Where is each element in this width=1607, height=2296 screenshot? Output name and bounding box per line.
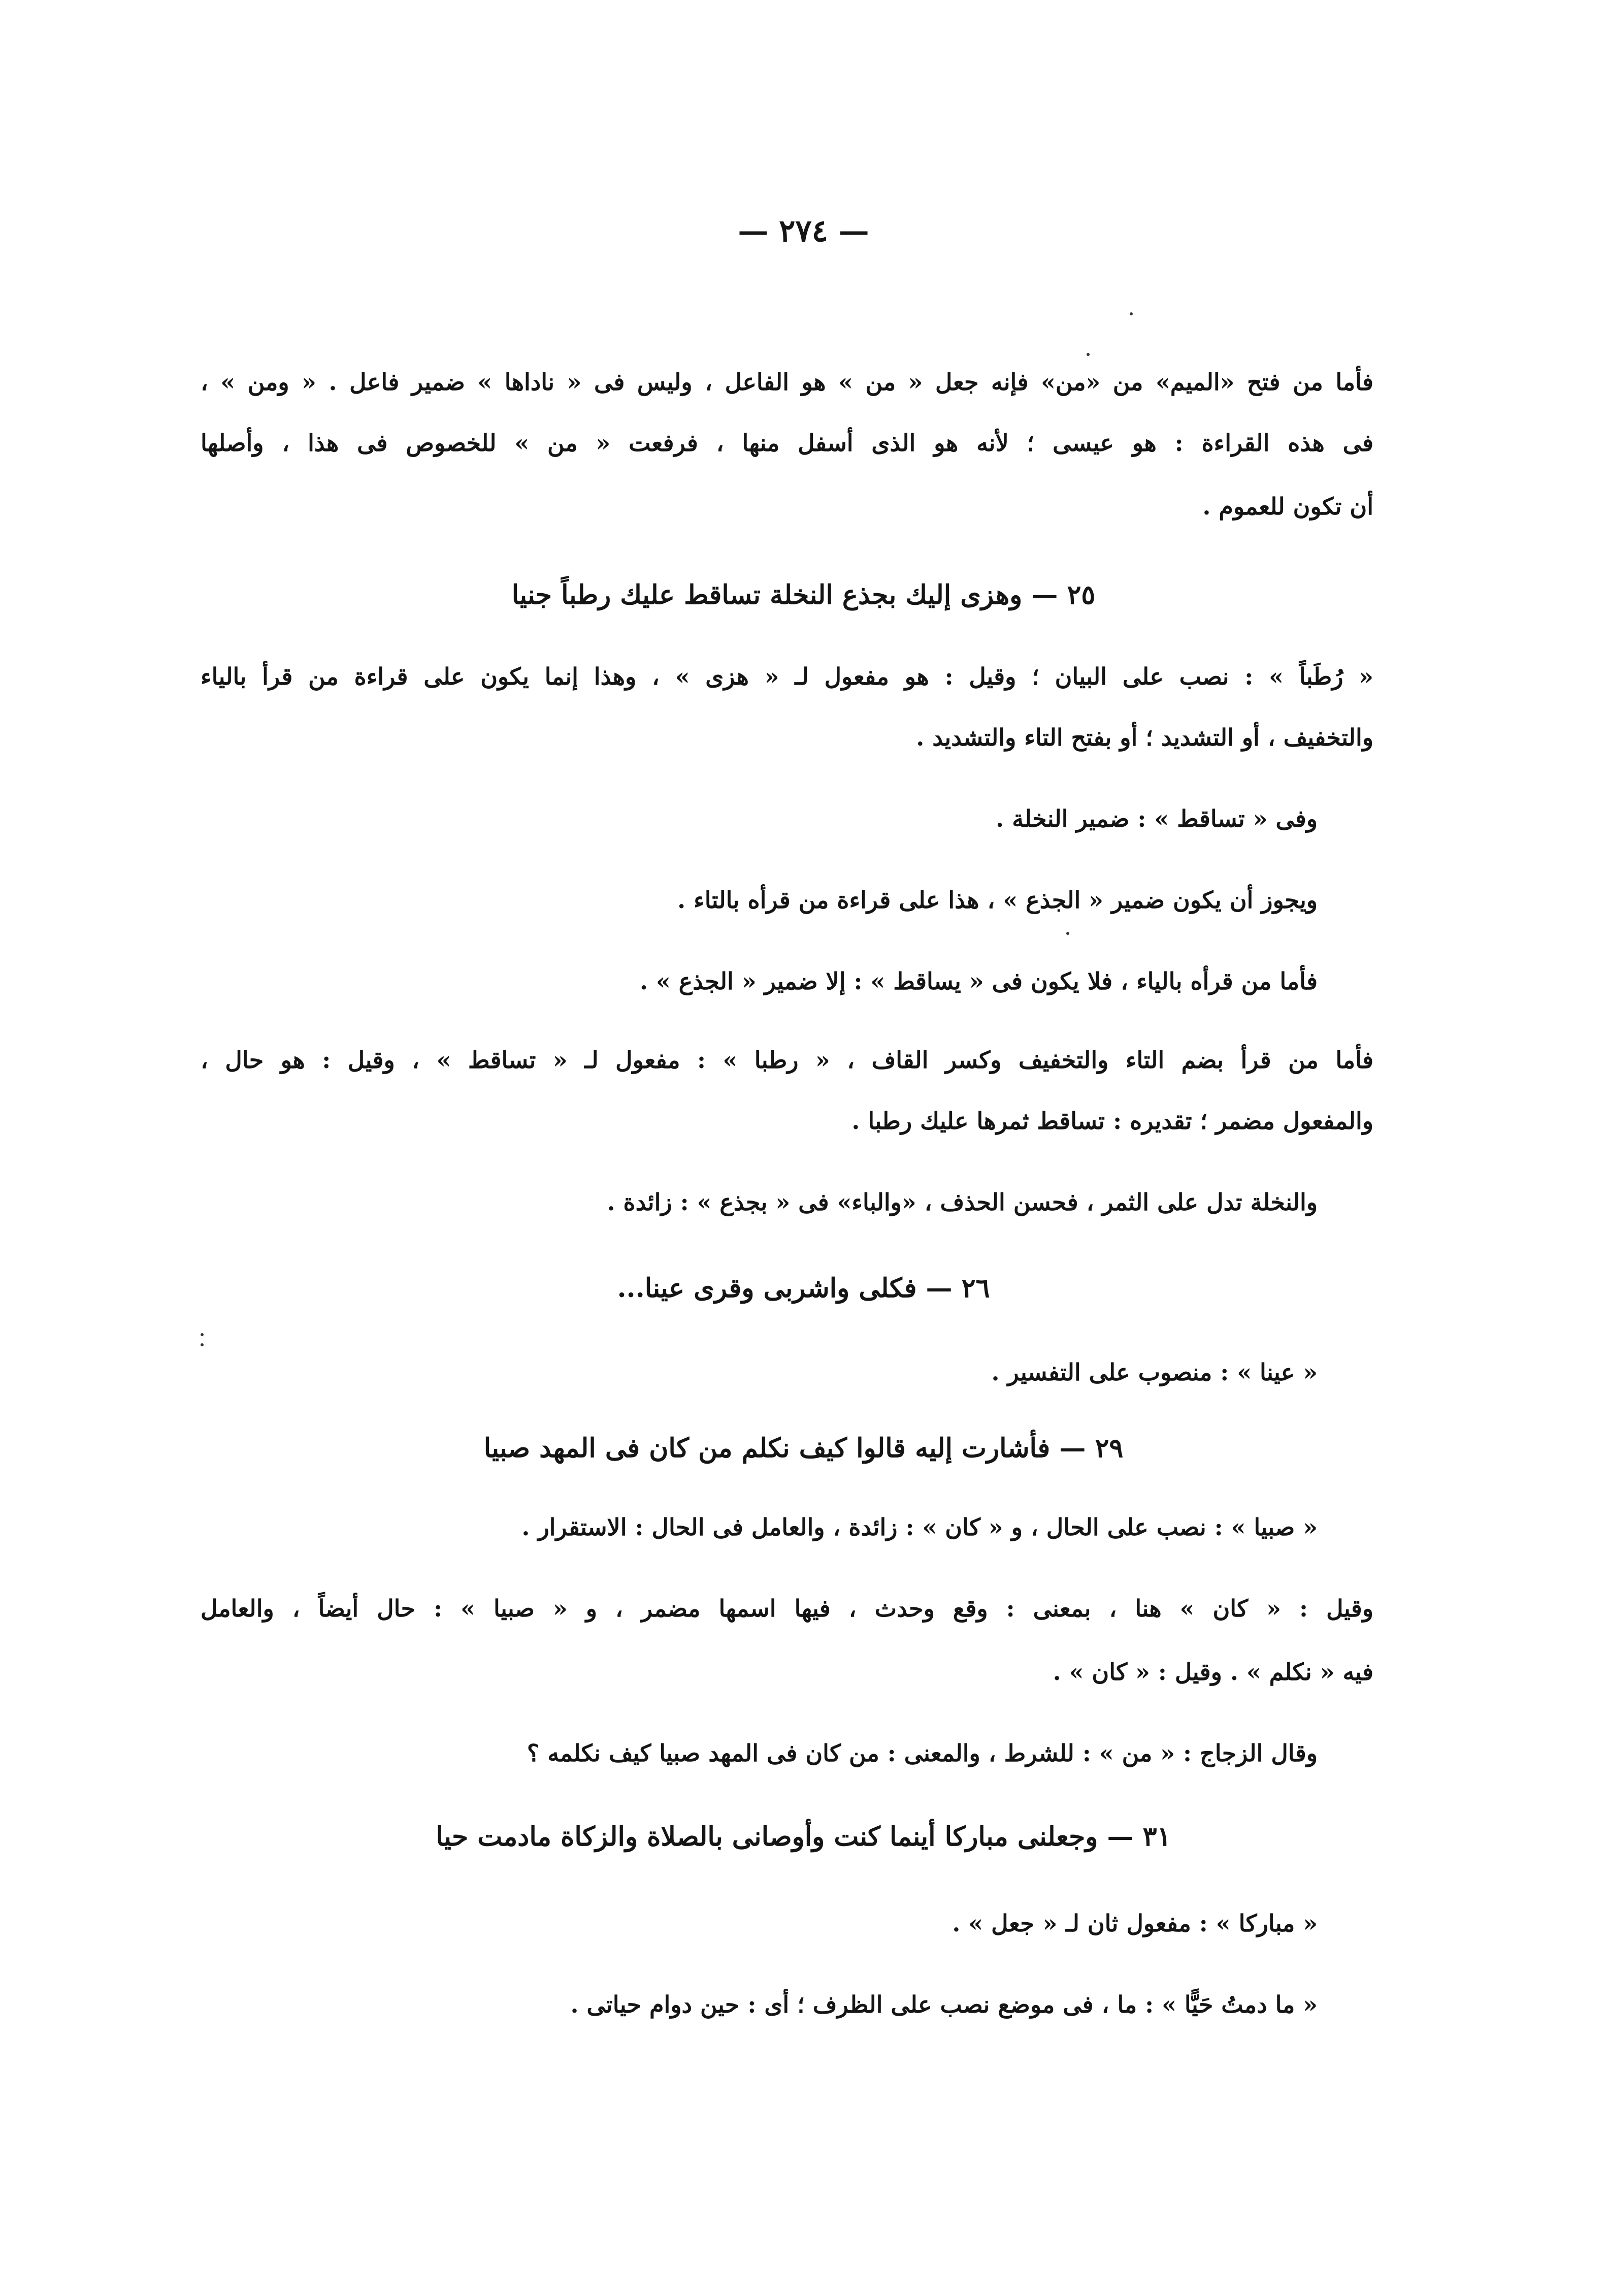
verse-heading: ٢٥ — وهزى إليك بجذع النخلة تساقط عليك رطباً جنيا [511,579,1096,610]
body-line: « ما دمتُ حَيًّا » : ما ، فى موضع نصب على الظرف ؛ أى : حين دوام حياتى . [570,1991,1318,2018]
body-line: ويجوز أن يكون ضمير « الجذع » ، هذا على قراءة من قرأه بالتاء . [677,886,1318,914]
body-line: وقال الزجاج : « من » : للشرط ، والمعنى : من كان فى المهد صبيا كيف نكلمه ؟ [527,1739,1318,1767]
body-line: فى هذه القراءة : هو عيسى ؛ لأنه هو الذى أسفل منها ، فرفعت « من » للخصوص فى هذا ، وأصلها [201,429,1373,457]
page-number: — ٢٧٤ — [738,213,869,249]
body-line: « عينا » : منصوب على التفسير . [991,1359,1318,1386]
verse-heading: ٢٦ — فكلى واشربى وقرى عينا... [617,1273,990,1304]
scan-speck [1130,312,1133,315]
body-line: فأما من فتح «الميم» من «من» فإنه جعل « من » هو الفاعل ، وليس فى « ناداها » ضمير فاعل . « ومن » ، [201,368,1373,396]
body-line: وفى « تساقط » : ضمير النخلة . [996,805,1318,832]
body-line: والنخلة تدل على الثمر ، فحسن الحذف ، «والباء» فى « بجذع » : زائدة . [607,1188,1318,1216]
verse-heading: ٣١ — وجعلنى مباركا أينما كنت وأوصانى بالصلاة والزكاة مادمت حيا [436,1821,1171,1852]
scan-speck [1066,932,1069,935]
body-line: « صبيا » : نصب على الحال ، و « كان » : زائدة ، والعامل فى الحال : الاستقرار . [521,1513,1318,1541]
scan-speck [201,1343,204,1346]
body-line: فأما من قرأ بضم التاء والتخفيف وكسر القاف ، « رطبا » : مفعول لـ « تساقط » ، وقيل : هو حال ، [201,1046,1373,1074]
body-line: « مباركا » : مفعول ثان لـ « جعل » . [952,1910,1318,1937]
body-line: أن تكون للعموم . [1202,493,1373,520]
scan-speck [1087,353,1090,356]
body-line: « رُطَباً » : نصب على البيان ؛ وقيل : هو مفعول لـ « هزى » ، وهذا إنما يكون على قراءة من قرأ بالياء [201,663,1373,690]
body-line: والمفعول مضمر ؛ تقديره : تساقط ثمرها عليك رطبا . [851,1107,1373,1135]
scan-speck [201,1333,204,1336]
body-line: فأما من قرأه بالياء ، فلا يكون فى « يساقط » : إلا ضمير « الجذع » . [639,967,1318,995]
body-line: والتخفيف ، أو التشديد ؛ أو بفتح التاء والتشديد . [916,724,1373,751]
verse-heading: ٢٩ — فأشارت إليه قالوا كيف نكلم من كان فى المهد صبيا [483,1433,1124,1464]
body-line: وقيل : « كان » هنا ، بمعنى : وقع وحدث ، فيها اسمها مضمر ، و « صبيا » : حال أيضاً ، والعامل [201,1595,1373,1622]
body-line: فيه « نكلم » . وقيل : « كان » . [1053,1658,1373,1686]
